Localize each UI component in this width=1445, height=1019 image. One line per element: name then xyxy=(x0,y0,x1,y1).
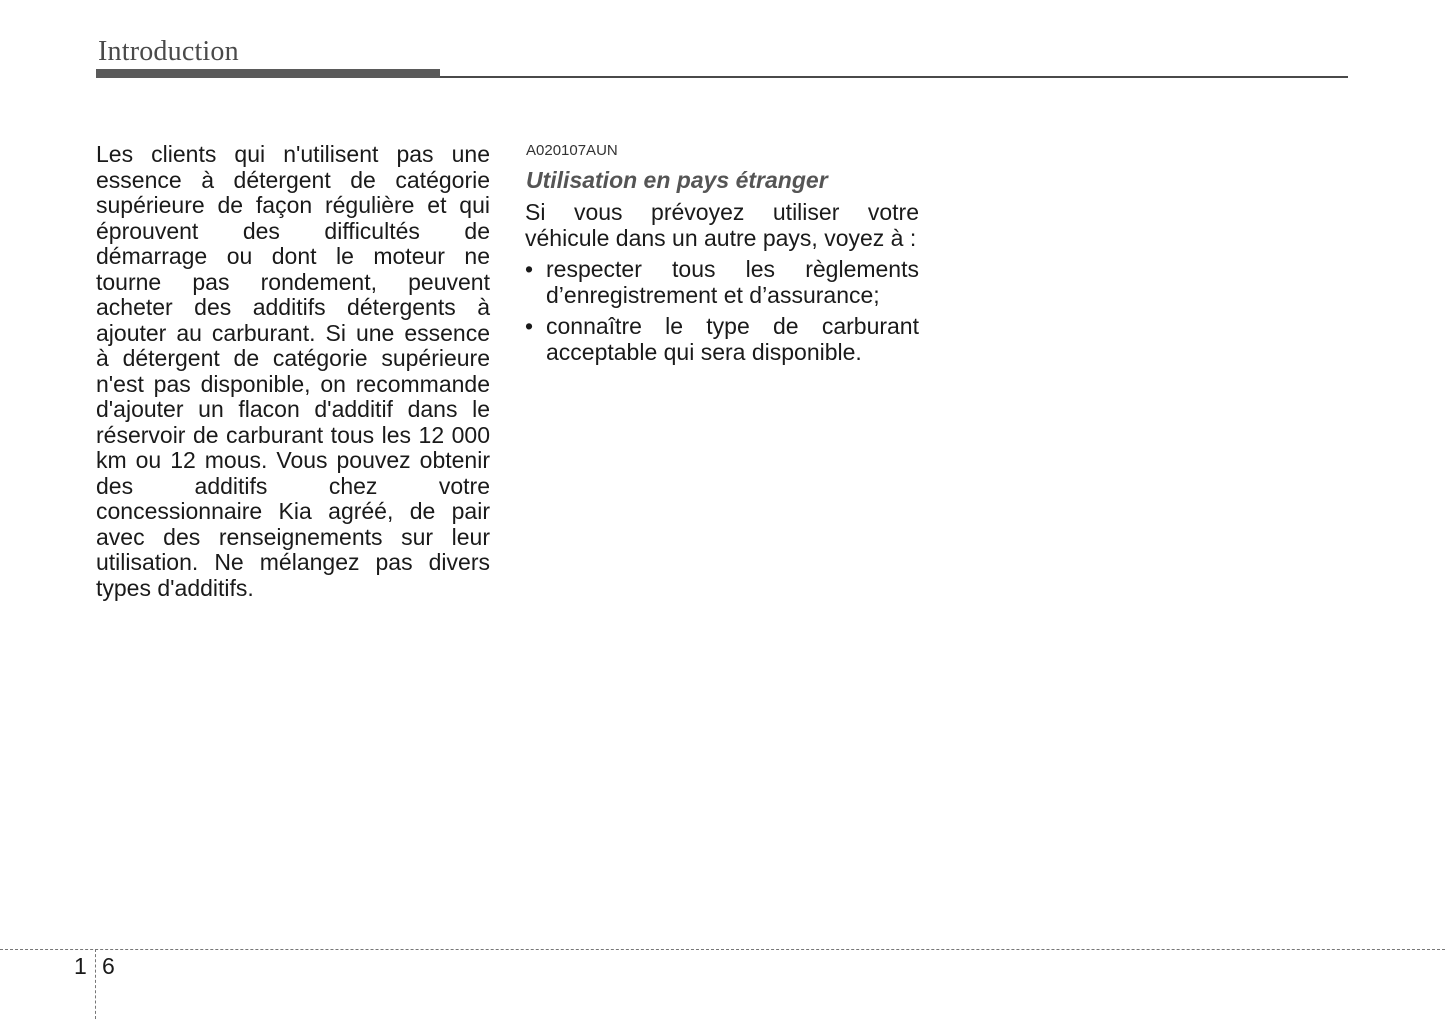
header-rule xyxy=(440,76,1348,78)
section-code: A020107AUN xyxy=(526,142,618,159)
bullet-text: connaître le type de carburant acceptable qui sera disponible. xyxy=(546,313,919,365)
section-heading: Utilisation en pays étranger xyxy=(526,167,828,193)
page-section-title: Introduction xyxy=(98,36,239,67)
chapter-number: 1 xyxy=(74,953,87,979)
bullet-item xyxy=(525,257,919,308)
left-column xyxy=(96,142,490,601)
footer-dashed-divider xyxy=(95,949,96,1019)
additives-paragraph: Les clients qui n'utilisent pas une essence à détergent de catégorie supérieure de façon régulière et qui éprouvent des difficultés de démarrage ou dont le moteur ne tourne pas rondement, peuvent acheter des additifs détergents à ajouter au carburant. Si une essence à détergent de catégorie supérieure n'est pas disponible, on recommande d'ajouter un flacon d'additif dans le réservoir de carburant tous les 12 000 km ou 12 mous. Vous pouvez obtenir des additifs chez votre concessionnaire Kia agréé, de pair avec des renseignements sur leur utilisation. Ne mélangez pas divers types d'additifs. xyxy=(96,141,490,601)
header-accent-bar xyxy=(96,69,440,78)
right-column xyxy=(525,142,919,371)
bullet-text: respecter tous les règlements d’enregistrement et d’assurance; xyxy=(546,256,919,308)
bullet-icon: • xyxy=(525,313,534,339)
section-intro: Si vous prévoyez utiliser votre véhicule dans un autre pays, voyez à : xyxy=(525,199,919,251)
bullet-icon: • xyxy=(525,256,534,282)
page-number: 6 xyxy=(102,953,115,979)
bullet-item xyxy=(525,314,919,365)
bullet-list xyxy=(525,257,919,365)
footer-dashed-rule xyxy=(0,949,1445,950)
